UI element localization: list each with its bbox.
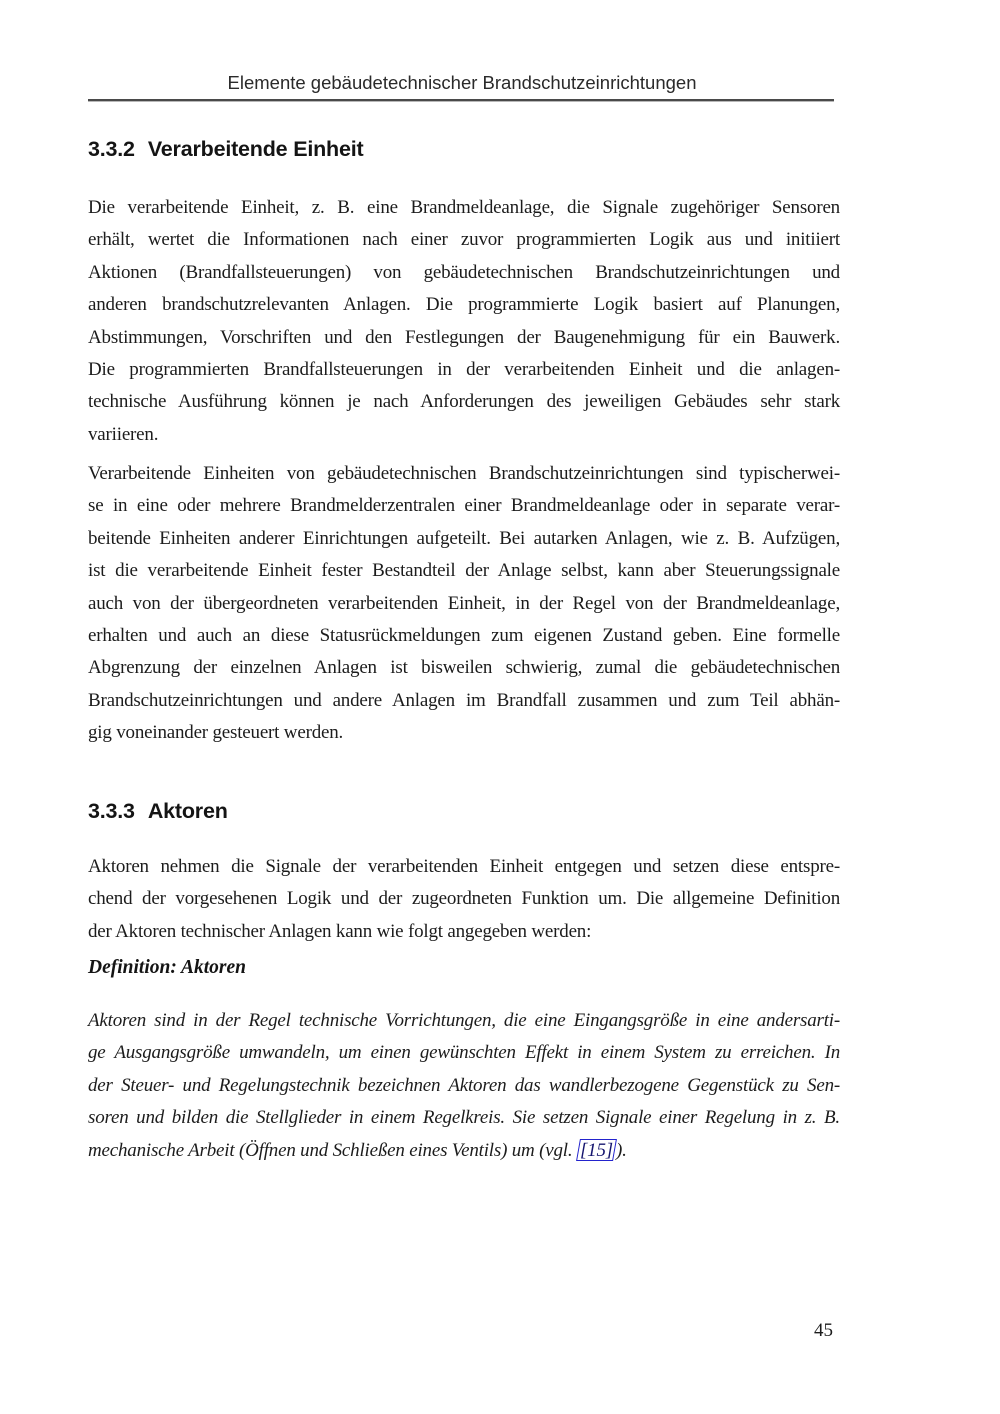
definition-paragraph	[88, 1005, 840, 1167]
header-rule	[88, 99, 834, 101]
text-line: erhält, wertet die Informationen nach einer zuvor programmierten Logik aus und initiiert	[88, 229, 840, 251]
text-line: beitende Einheiten anderer Einrichtungen aufgeteilt. Bei autarken Anlagen, wie z. B. Aufzügen,	[88, 527, 840, 549]
text-line: Aktoren sind in der Regel technische Vorrichtungen, die eine Eingangsgröße in eine andersarti-	[88, 1010, 840, 1031]
text-line: Abstimmungen, Vorschriften und den Festlegungen der Baugenehmigung für ein Bauwerk.	[88, 326, 840, 348]
text-line: ist die verarbeitende Einheit fester Bestandteil der Anlage selbst, kann aber Steuerungssignale	[88, 560, 840, 582]
text-line: auch von der übergeordneten verarbeitenden Einheit, in der Regel von der Brandmeldeanlage,	[88, 592, 840, 614]
text-line: ge Ausgangsgröße umwandeln, um einen gewünschten Effekt in einem System zu erreichen. In	[88, 1042, 840, 1064]
text-line: variieren.	[88, 423, 159, 445]
text-line: Brandschutzeinrichtungen und andere Anlagen im Brandfall zusammen und zum Teil abhän-	[88, 689, 840, 711]
section-heading-3-3-3	[88, 799, 228, 824]
text-line: gig voneinander gesteuert werden.	[88, 722, 344, 744]
text-segment: mechanische Arbeit (Öffnen und Schließen eines Ventils) um (vgl.	[88, 1139, 577, 1161]
text-line: Abgrenzung der einzelnen Anlagen ist bisweilen schwierig, zumal die gebäudetechnischen	[88, 657, 840, 679]
section-title: Verarbeitende Einheit	[147, 137, 364, 161]
text-line	[88, 1135, 840, 1167]
text-line: der Aktoren technischer Anlagen kann wie folgt angegeben werden:	[88, 920, 592, 942]
text-line: chend der vorgesehenen Logik und der zugeordneten Funktion um. Die allgemeine Definition	[88, 888, 840, 910]
text-line: Die verarbeitende Einheit, z. B. eine Brandmeldeanlage, die Signale zugehöriger Sensoren	[88, 197, 840, 218]
paragraph-verarbeitende-einheit-2	[88, 458, 840, 750]
text-line: Die programmierten Brandfallsteuerungen in der verarbeitenden Einheit und die anlagen-	[88, 359, 840, 381]
text-line: technische Ausführung können je nach Anforderungen des jeweiligen Gebäudes sehr stark	[88, 391, 840, 413]
text-line: Verarbeitende Einheiten von gebäudetechnischen Brandschutzeinrichtungen sind typischerwei-	[88, 463, 840, 484]
text-line: Aktionen (Brandfallsteuerungen) von gebäudetechnischen Brandschutzeinrichtungen und	[88, 261, 840, 283]
definition-label: Definition: Aktoren	[88, 957, 246, 978]
text-line: soren und bilden die Stellglieder in einem Regelkreis. Sie setzen Signale einer Regelung in z. B.	[88, 1107, 840, 1129]
section-number: 3.3.2	[88, 137, 135, 161]
text-line: anderen brandschutzrelevanten Anlagen. Die programmierte Logik basiert auf Planungen,	[88, 294, 840, 316]
text-line: der Steuer- und Regelungstechnik bezeichnen Aktoren das wandlerbezogene Gegenstück zu Sen-	[88, 1074, 840, 1096]
page-number: 45	[814, 1320, 833, 1341]
citation-link-15[interactable]: [15]	[579, 1139, 613, 1161]
paragraph-verarbeitende-einheit-1	[88, 192, 840, 451]
section-heading-3-3-2	[88, 137, 363, 162]
text-line: Aktoren nehmen die Signale der verarbeitenden Einheit entgegen und setzen diese entspre-	[88, 856, 840, 877]
section-number: 3.3.3	[88, 799, 135, 823]
section-title: Aktoren	[147, 799, 228, 823]
text-line: se in eine oder mehrere Brandmelderzentralen einer Brandmeldeanlage oder in separate verar-	[88, 495, 840, 517]
running-header: Elemente gebäudetechnischer Brandschutzeinrichtungen	[227, 72, 697, 93]
paragraph-aktoren-intro	[88, 851, 840, 948]
text-line: erhalten und auch an diese Statusrückmeldungen zum eigenen Zustand geben. Eine formelle	[88, 625, 840, 647]
text-segment: ).	[615, 1139, 627, 1161]
